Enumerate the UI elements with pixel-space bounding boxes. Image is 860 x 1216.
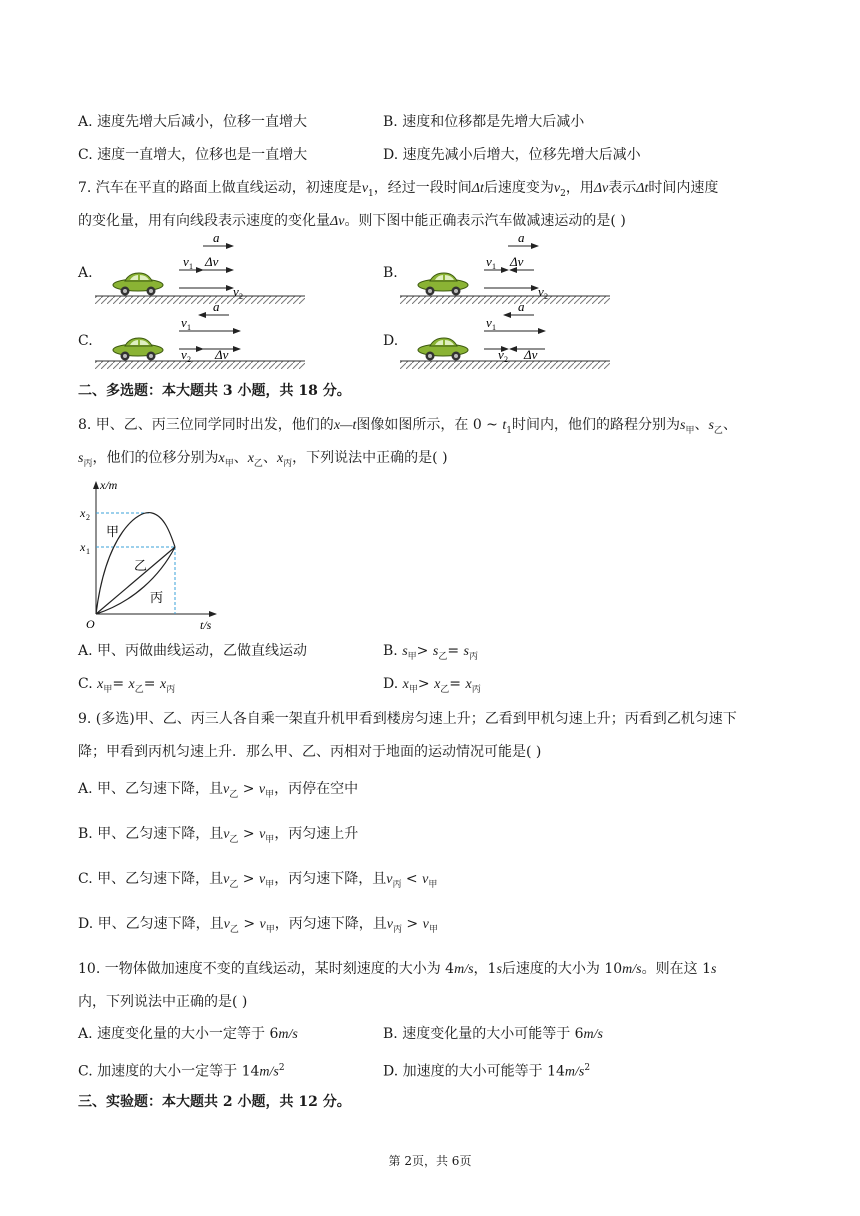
section-heading-multiple-choice: 二、多选题：本大题共 3 小题，共 18 分。	[78, 383, 351, 399]
section-heading-experiment: 三、实验题：本大题共 2 小题，共 12 分。	[78, 1094, 351, 1110]
svg-text:a: a	[213, 303, 220, 314]
q9-option-c: C. 甲、乙匀速下降，且$v_乙 > v_甲$，丙匀速下降，且$v_丙 < v_甲$	[78, 871, 438, 890]
svg-text:a: a	[213, 232, 220, 245]
q7-figure-b	[400, 232, 610, 308]
q9-option-d: D. 甲、乙匀速下降，且$v_乙 > v_甲$，丙匀速下降，且$v_丙 > v_甲$	[78, 916, 438, 935]
q6-option-d: D. 速度先减小后增大，位移先增大后减小	[383, 147, 641, 163]
q10-option-a: A. 速度变化量的大小一定等于 6m/s	[78, 1026, 298, 1042]
svg-text:v: v	[183, 254, 189, 269]
svg-text:1: 1	[492, 323, 496, 332]
svg-text:丙: 丙	[150, 590, 164, 605]
svg-text:2: 2	[239, 292, 243, 301]
q7-label-c: C.	[78, 333, 93, 349]
svg-text:x/m: x/m	[100, 478, 118, 492]
svg-text:乙: 乙	[134, 558, 148, 573]
q10-option-b: B. 速度变化量的大小可能等于 6m/s	[383, 1026, 603, 1042]
q7-figure-d	[400, 303, 610, 371]
svg-text:v: v	[486, 254, 492, 269]
q10-stem-line2: 内，下列说法中正确的是( )	[78, 994, 248, 1010]
svg-text:1: 1	[492, 262, 496, 271]
svg-text:x: x	[80, 540, 86, 554]
q8-option-d: D. $x_甲> x_乙= x_丙$	[383, 676, 481, 695]
svg-text:Δv: Δv	[215, 347, 229, 362]
q6-option-c: C. 速度一直增大，位移也是一直增大	[78, 147, 308, 163]
svg-text:Δv: Δv	[510, 254, 524, 269]
svg-text:2: 2	[544, 292, 548, 301]
svg-text:1: 1	[187, 323, 191, 332]
q8-option-b: B. $s_甲> s_乙= s_丙$	[383, 643, 478, 662]
q7-label-d: D.	[383, 333, 399, 349]
q9-option-b: B. 甲、乙匀速下降，且$v_乙 > v_甲$，丙匀速上升	[78, 826, 359, 845]
svg-text:1: 1	[189, 262, 193, 271]
svg-text:t/s: t/s	[200, 618, 212, 632]
svg-text:a: a	[518, 232, 525, 245]
q8-option-a: A. 甲、丙做曲线运动，乙做直线运动	[78, 643, 308, 659]
svg-text:v: v	[498, 347, 504, 362]
q9-stem-line1: 9. (多选)甲、乙、丙三人各自乘一架直升机甲看到楼房匀速上升；乙看到甲机匀速上升；丙看到乙机匀速下	[78, 711, 737, 727]
svg-text:O: O	[86, 617, 95, 631]
q7-stem-line2: 的变化量，用有向线段表示速度的变化量Δv。则下图中能正确表示汽车做减速运动的是( )	[78, 213, 626, 229]
q10-stem-line1: 10. 一物体做加速度不变的直线运动，某时刻速度的大小为 4m/s，1s后速度的大小为 10m/s。则在这 1s	[78, 961, 717, 977]
q8-stem-line2: $s_丙$，他们的位移分别为$x_甲$、$x_乙$、$x_丙$，下列说法中正确的是( )	[78, 450, 448, 469]
q8-option-c: C. $x_甲= x_乙= x_丙$	[78, 676, 176, 695]
q8-xt-graph	[78, 474, 228, 634]
page-footer: 第 2页，共 6页	[388, 1154, 472, 1168]
q8-stem-line1: 8. 甲、乙、丙三位同学同时出发，他们的x—t图像如图所示，在 0 ~ $t_1$时间内，他们的路程分别为$s_甲$、$s_乙$、	[78, 417, 737, 436]
q10-option-d: D. 加速度的大小可能等于 $14m/s^2$	[383, 1063, 591, 1080]
q7-label-b: B.	[383, 265, 398, 281]
q6-option-a: A. 速度先增大后减小，位移一直增大	[78, 114, 308, 130]
q6-option-b: B. 速度和位移都是先增大后减小	[383, 114, 585, 130]
q7-figure-c	[95, 303, 305, 371]
svg-text:Δv: Δv	[524, 347, 538, 362]
svg-text:1: 1	[86, 547, 90, 556]
svg-text:Δv: Δv	[205, 254, 219, 269]
svg-text:v: v	[233, 284, 239, 299]
svg-text:a: a	[518, 303, 525, 314]
q10-option-c: C. 加速度的大小一定等于 $14m/s^2$	[78, 1063, 285, 1080]
q9-stem-line2: 降；甲看到丙机匀速上升．那么甲、乙、丙相对于地面的运动情况可能是( )	[78, 744, 542, 760]
svg-text:甲: 甲	[106, 524, 120, 539]
svg-text:2: 2	[187, 355, 191, 364]
svg-text:x: x	[80, 506, 86, 520]
svg-text:v: v	[181, 315, 187, 330]
svg-text:v: v	[486, 315, 492, 330]
svg-text:v: v	[181, 347, 187, 362]
svg-text:v: v	[538, 284, 544, 299]
q7-figure-a	[95, 232, 305, 308]
q9-option-a: A. 甲、乙匀速下降，且$v_乙 > v_甲$，丙停在空中	[78, 781, 359, 800]
q7-stem-line1: 7. 汽车在平直的路面上做直线运动，初速度是$v_1$，经过一段时间Δt后速度变为$v_2$，用Δv表示Δt时间内速度	[78, 180, 719, 199]
svg-text:2: 2	[86, 513, 90, 522]
svg-text:2: 2	[504, 355, 508, 364]
q7-label-a: A.	[78, 265, 93, 281]
